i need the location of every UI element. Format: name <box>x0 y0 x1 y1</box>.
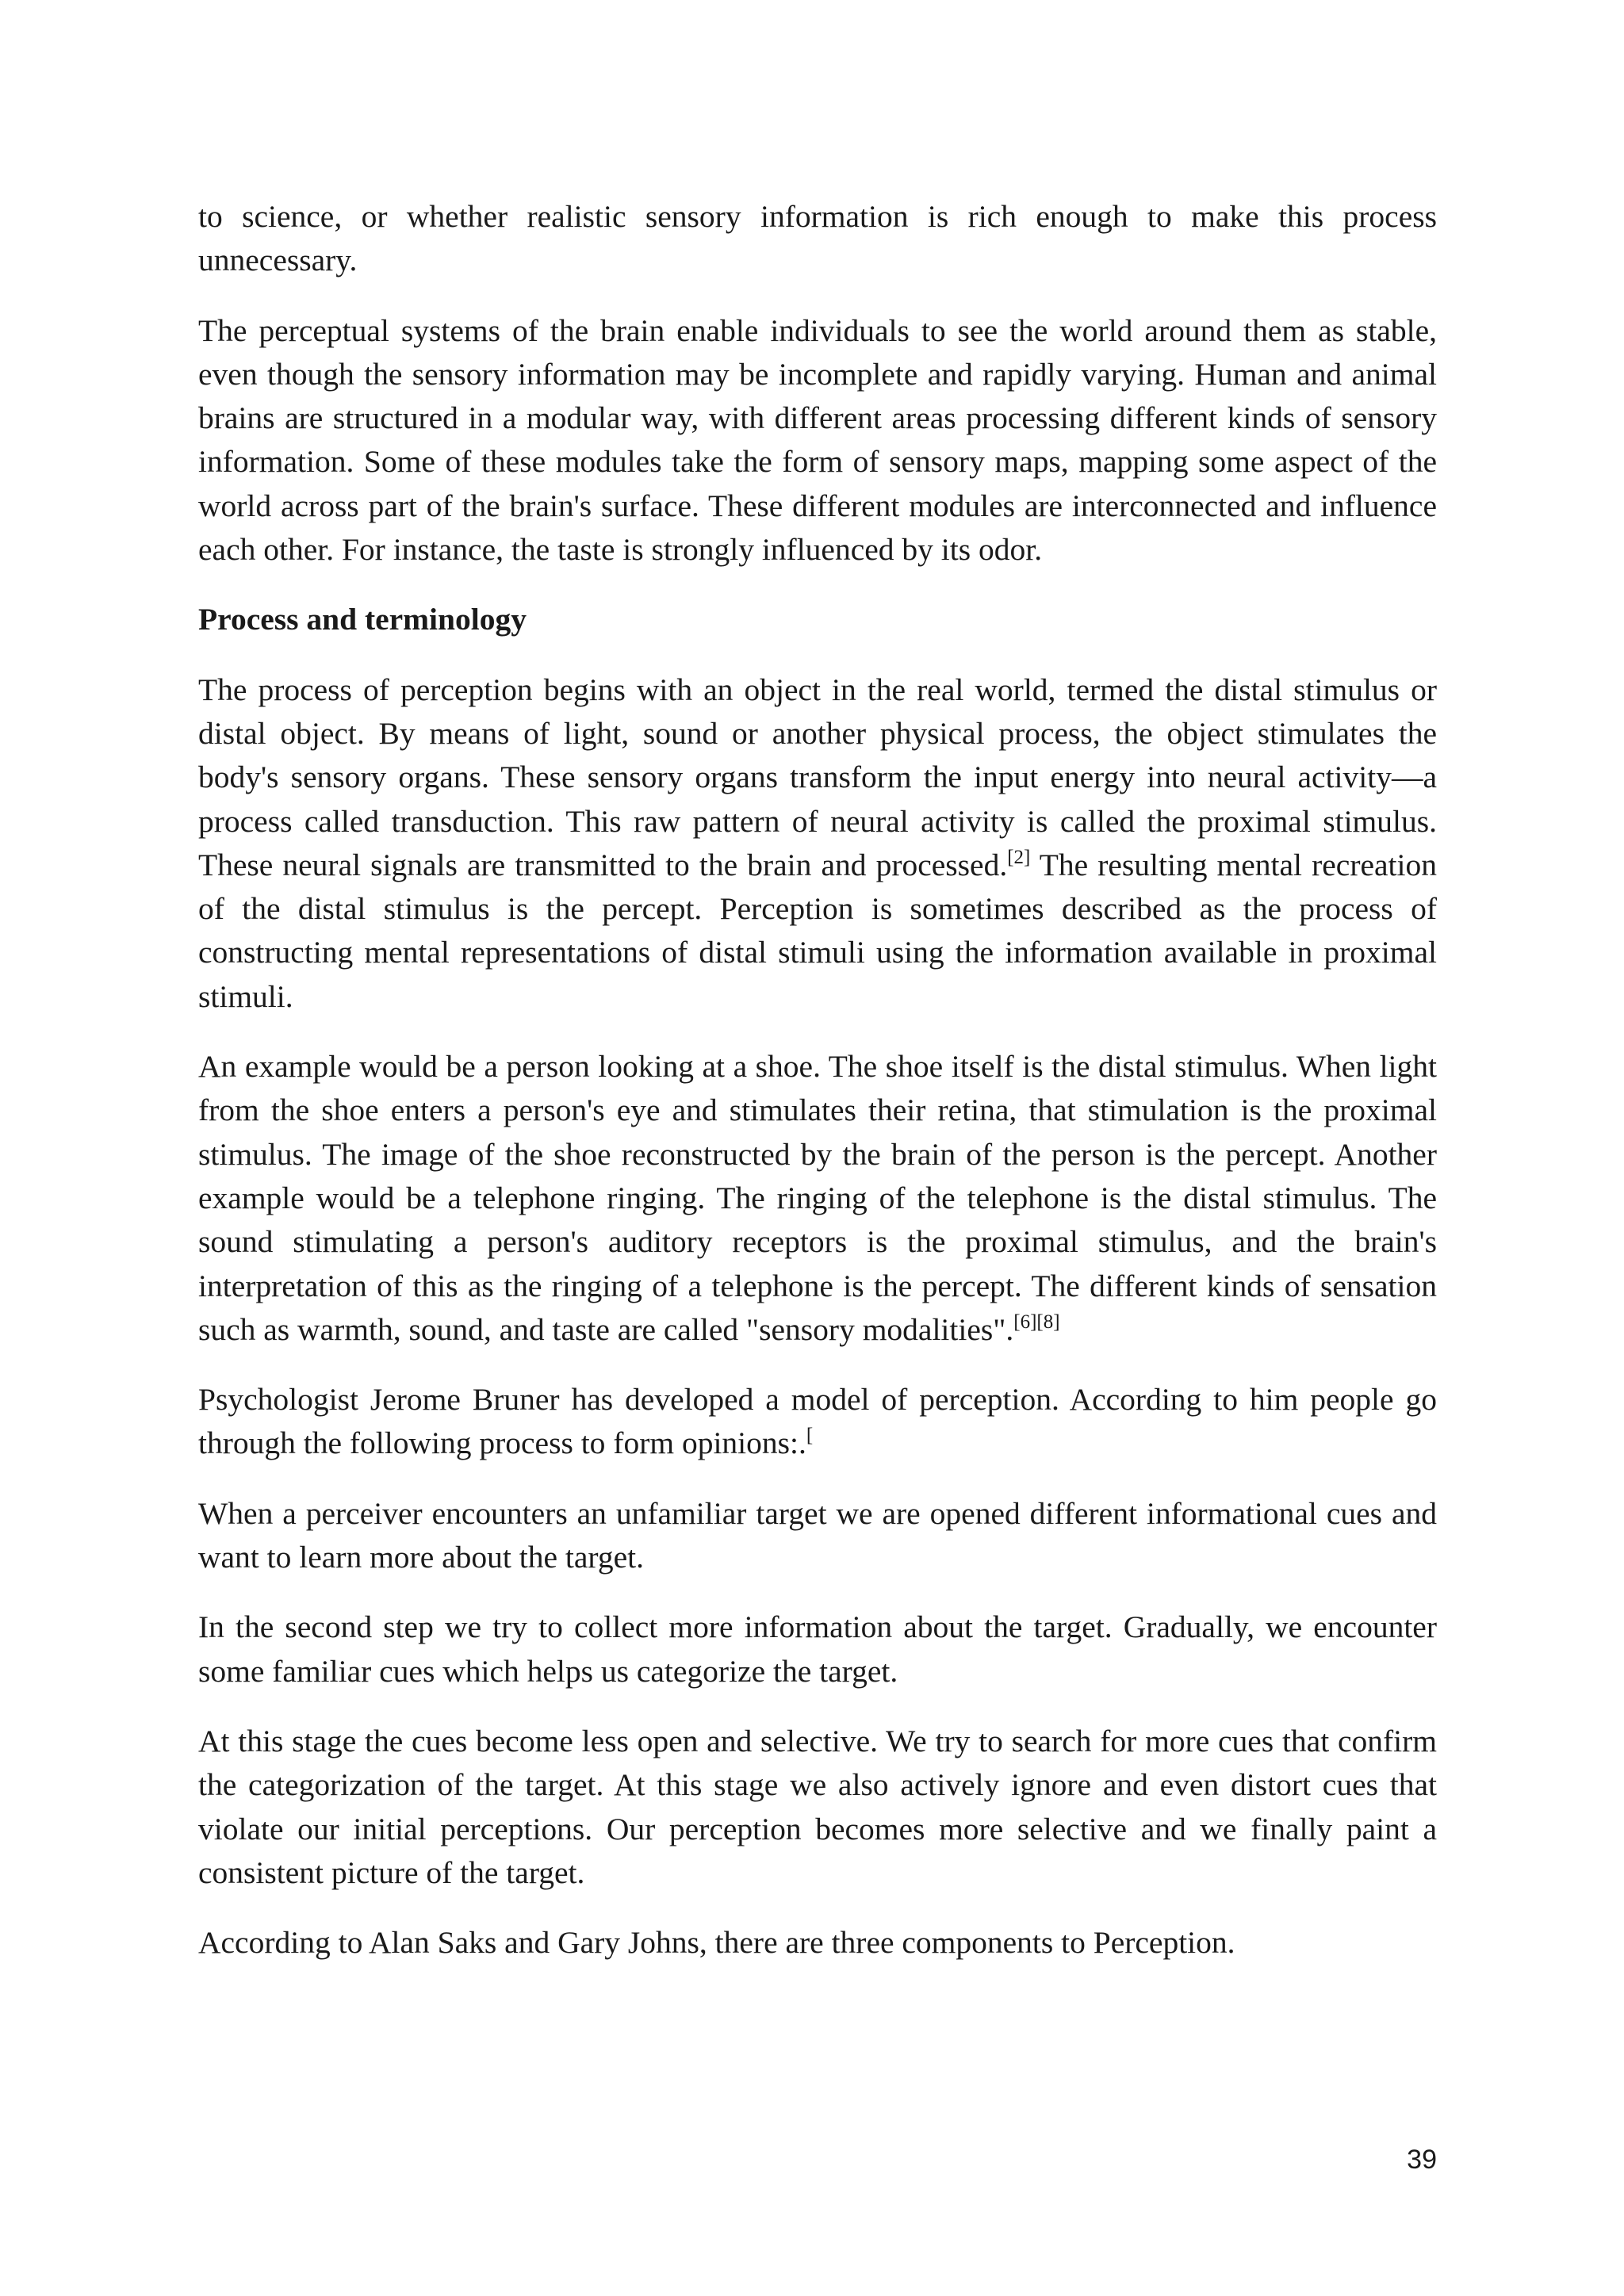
paragraph-process-text-b: The resulting mental recreation of the distal stimulus is the percept. Perception is sometimes described as the process of constructing mental representations of distal stimuli using the information available in proximal stimuli. <box>198 847 1437 1014</box>
citation-ref-6-8: [6][8] <box>1013 1311 1060 1333</box>
page-body <box>198 195 1437 1991</box>
paragraph-perceptual-systems: The perceptual systems of the brain enable individuals to see the world around them as stable, even though the sensory information may be incomplete and rapidly varying. Human and animal brains are structured in a modular way, with different areas processing different kinds of sensory information. Some of these modules take the form of sensory maps, mapping some aspect of the world across part of the brain's surface. These different modules are interconnected and influence each other. For instance, the taste is strongly influenced by its odor. <box>198 312 1437 568</box>
paragraph-bruner <box>198 1378 1437 1466</box>
paragraph-shoe-example-text: An example would be a person looking at a shoe. The shoe itself is the distal stimulus. When light from the shoe enters a person's eye and stimulates their retina, that stimulation is the proximal stimulus. The image of the shoe reconstructed by the brain of the person is the percept. Another example would be a telephone ringing. The ringing of the telephone is the distal stimulus. The sound stimulating a person's auditory receptors is the proximal stimulus, and the brain's interpretation of this as the ringing of a telephone is the percept. The different kinds of sensation such as warmth, sound, and taste are called "sensory modalities". <box>198 1049 1437 1347</box>
paragraph-process <box>198 668 1437 1019</box>
paragraph-continuation: to science, or whether realistic sensory information is rich enough to make this process unnecessary. <box>198 199 1437 278</box>
paragraph-bruner-text: Psychologist Jerome Bruner has developed a model of perception. According to him people go through the following process to form opinions:. <box>198 1382 1437 1461</box>
citation-ref-2: [2] <box>1007 846 1031 868</box>
citation-ref-open: [ <box>806 1425 814 1447</box>
page-number: 39 <box>1407 2145 1437 2175</box>
paragraph-step-two: In the second step we try to collect more information about the target. Gradually, we encounter some familiar cues which helps us categorize the target. <box>198 1609 1437 1689</box>
paragraph-step-one: When a perceiver encounters an unfamiliar target we are opened different informational cues and want to learn more about the target. <box>198 1495 1437 1575</box>
section-heading: Process and terminology <box>198 602 527 637</box>
paragraph-process-text-a: The process of perception begins with an object in the real world, termed the distal stimulus or distal object. By means of light, sound or another physical process, the object stimulates the body's sensory organs. These sensory organs transform the input energy into neural activity—a process called transduction. This raw pattern of neural activity is called the proximal stimulus. These neural signals are transmitted to the brain and processed. <box>198 672 1437 882</box>
paragraph-shoe-example <box>198 1045 1437 1352</box>
paragraph-components: According to Alan Saks and Gary Johns, there are three components to Perception. <box>198 1925 1235 1961</box>
paragraph-step-three: At this stage the cues become less open and selective. We try to search for more cues that confirm the categorization of the target. At this stage we also actively ignore and even distort cues that violate our initial perceptions. Our perception becomes more selective and we finally paint a consistent picture of the target. <box>198 1723 1437 1890</box>
